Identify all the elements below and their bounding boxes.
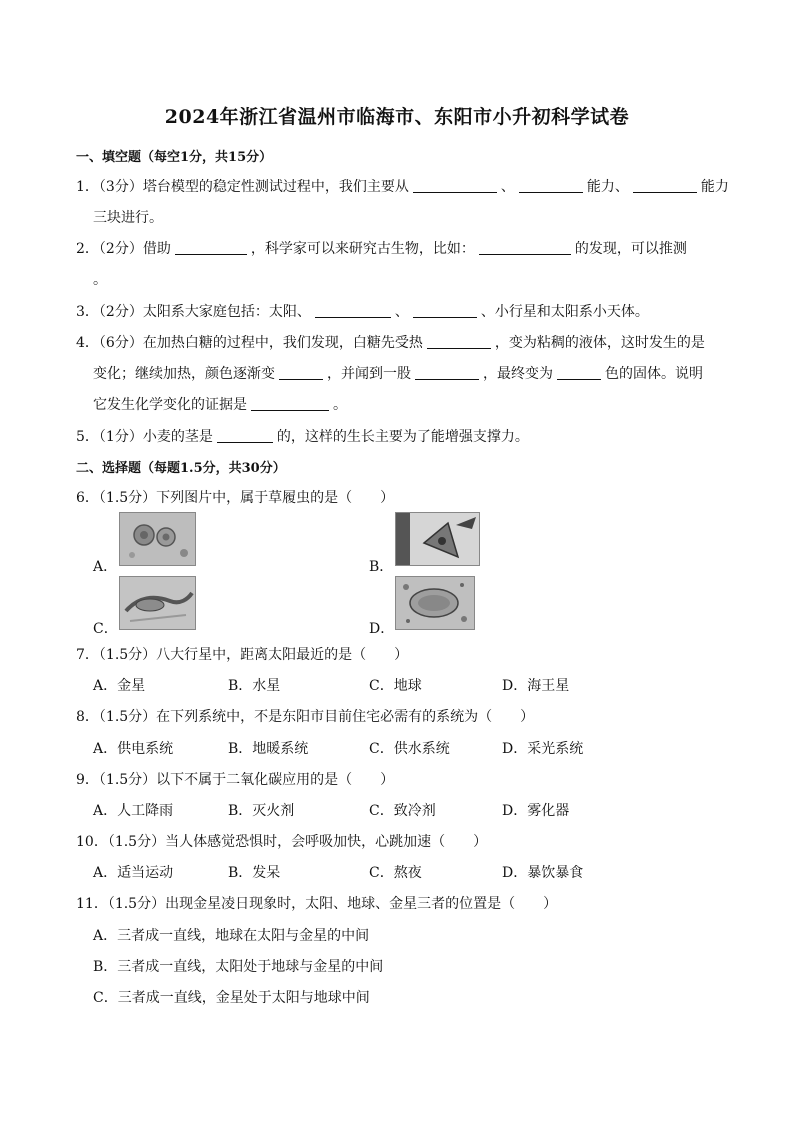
q1-blank-2[interactable] [519,178,583,193]
q6-image-c[interactable] [119,576,196,630]
question-5: 5．（1分）小麦的茎是 的，这样的生长主要为了能增强支撑力。 [76,429,529,445]
q1-text: 1．（3分）塔台模型的稳定性测试过程中，我们主要从 [76,179,409,195]
q2-blank-1[interactable] [175,240,247,255]
section-fill-in-heading: 一、填空题（每空1分，共15分） [76,150,273,165]
question-11: 11．（1.5分）出现金星凌日现象时，太阳、地球、金星三者的位置是（ ） [76,896,558,912]
question-2-cont: 。 [93,272,107,288]
q7-option-a[interactable]: A．金星 [93,678,146,694]
q10-option-b[interactable]: B．发呆 [228,865,281,881]
q4-blank-3[interactable] [415,365,479,380]
q10-option-c[interactable]: C．熬夜 [369,865,422,881]
q7-option-c[interactable]: C．地球 [369,678,422,694]
q5-blank-1[interactable] [217,428,273,443]
q7-option-b[interactable]: B．水星 [228,678,281,694]
question-8: 8．（1.5分）在下列系统中，不是东阳市目前住宅必需有的系统为（ ） [76,709,535,725]
question-1: 1．（3分）塔台模型的稳定性测试过程中，我们主要从 、 能力、 能力 [76,179,729,195]
q11-option-c[interactable]: C．三者成一直线，金星处于太阳与地球中间 [93,990,370,1006]
q6-option-c[interactable]: C． [93,621,118,637]
q10-option-a[interactable]: A．适当运动 [93,865,174,881]
q6-image-a[interactable] [119,512,196,566]
q8-option-c[interactable]: C．供水系统 [369,741,450,757]
q9-option-b[interactable]: B．灭火剂 [228,803,295,819]
q11-option-b[interactable]: B．三者成一直线，太阳处于地球与金星的中间 [93,959,384,975]
question-4-cont-1: 变化；继续加热，颜色逐渐变 ，并闻到一股 ，最终变为 色的固体。说明 [93,366,703,382]
question-3: 3．（2分）太阳系大家庭包括：太阳、 、 、小行星和太阳系小天体。 [76,304,649,320]
q4-blank-2[interactable] [279,365,323,380]
q11-option-a[interactable]: A．三者成一直线，地球在太阳与金星的中间 [93,928,370,944]
section-choice-heading: 二、选择题（每题1.5分，共30分） [76,461,286,476]
q4-blank-5[interactable] [251,396,329,411]
question-2: 2．（2分）借助 ，科学家可以来研究古生物，比如： 的发现，可以推测 [76,241,687,257]
q8-option-b[interactable]: B．地暖系统 [228,741,309,757]
question-9: 9．（1.5分）以下不属于二氧化碳应用的是（ ） [76,772,395,788]
question-4: 4．（6分）在加热白糖的过程中，我们发现，白糖先受热 ，变为粘稠的液体，这时发生的是 [76,335,705,351]
exam-title: 2024年浙江省温州市临海市、东阳市小升初科学试卷 [164,106,630,128]
q6-image-d[interactable] [395,576,475,630]
q9-option-c[interactable]: C．致冷剂 [369,803,436,819]
q1-blank-1[interactable] [413,178,497,193]
q1-blank-3[interactable] [633,178,697,193]
q7-option-d[interactable]: D．海王星 [502,678,570,694]
q2-blank-2[interactable] [479,240,571,255]
q9-option-d[interactable]: D．雾化器 [502,803,570,819]
q8-option-d[interactable]: D．采光系统 [502,741,584,757]
q8-option-a[interactable]: A．供电系统 [93,741,174,757]
q3-blank-2[interactable] [413,303,477,318]
q9-option-a[interactable]: A．人工降雨 [93,803,174,819]
q4-blank-1[interactable] [427,334,491,349]
q4-blank-4[interactable] [557,365,601,380]
question-4-cont-2: 它发生化学变化的证据是 。 [93,397,347,413]
q6-option-d[interactable]: D． [369,621,395,637]
question-10: 10．（1.5分）当人体感觉恐惧时，会呼吸加快，心跳加速（ ） [76,834,488,850]
question-6: 6．（1.5分）下列图片中，属于草履虫的是（ ） [76,490,395,506]
q3-blank-1[interactable] [315,303,391,318]
q6-image-b[interactable] [395,512,480,566]
q6-option-a[interactable]: A． [93,559,118,575]
q6-option-b[interactable]: B． [369,559,394,575]
question-7: 7．（1.5分）八大行星中，距离太阳最近的是（ ） [76,647,409,663]
question-1-cont: 三块进行。 [93,210,163,226]
q10-option-d[interactable]: D．暴饮暴食 [502,865,584,881]
